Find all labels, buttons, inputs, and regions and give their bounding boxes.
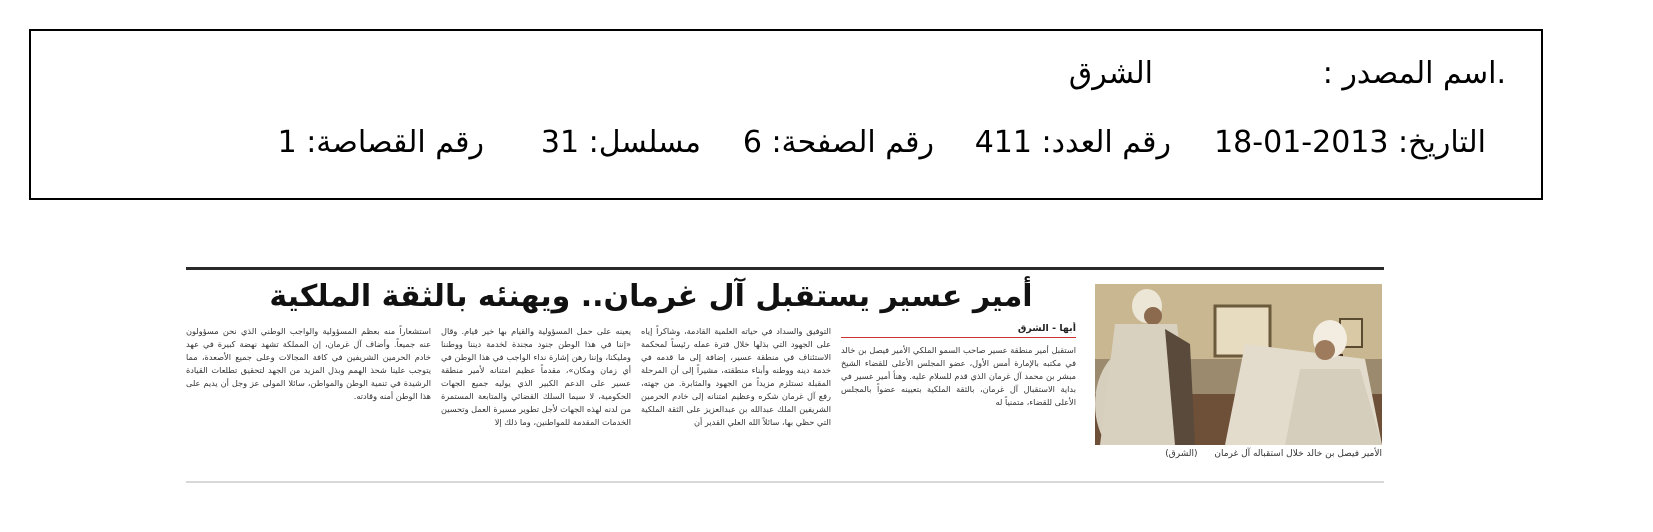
column-text: يعينه على حمل المسؤولية والقيام بها خير قيام. وقال «إننا في هذا الوطن جنود مجندة لخدمة ديننا ووطننا ومليكنا، وإننا رهن إشارة نداء الواجب في هذا الوطن في أي زمان ومكان»، مقدماً عظيم امتنانه لأمير منطقة عسير على الدعم الكبير الذي يوليه جميع الجهات الحكومية، لا سيما السلك القضائي والمتابعة المستمرة من لدنه لهذه الجهات لأجل تطوير مسيرة العمل وتحسين الخدمات المقدمة للمواطنين، وما ذلك إلا	[441, 326, 631, 427]
article-byline: أبها - الشرق	[841, 322, 1076, 338]
caption-text: الأمير فيصل بن خالد خلال استقباله آل غرمان	[1214, 449, 1382, 459]
article-column-2	[641, 325, 831, 475]
clip-number-label: رقم القصاصة: 1	[277, 125, 484, 160]
article-photo	[1095, 284, 1382, 445]
column-text: استشعاراً منه بعظم المسؤولية والواجب الوطني الذي نحن مسؤولون عنه جميعاً. وأضاف آل غرمان، إن المملكة تشهد نهضة كبيرة في عهد خادم الحرمين الشريفين في كافة المجالات وعلى جميع الأصعدة، مما يتوجب علينا شحذ الهمم وبذل المزيد من الجهد لتحقيق تطلعات القيادة الرشيدة في تنمية الوطن والمواطن، سائلا المولى عز وجل أن يديم على هذا الوطن أمنه وقادته.	[186, 326, 431, 401]
column-text: استقبل أمير منطقة عسير صاحب السمو الملكي الأمير فيصل بن خالد في مكتبه بالإمارة أمس الأول، عضو المجلس الأعلى للقضاء الشيخ مبشر بن محمد آل غرمان الذي قدم للسلام عليه. وهنأ أمير عسير في بداية الاستقبال آل غرمان، بالثقة الملكية بتعيينه عضواً بالمجلس الأعلى للقضاء، متمنياً له	[841, 345, 1076, 407]
photo-caption	[1095, 449, 1382, 459]
newspaper-clipping	[186, 267, 1384, 487]
article-column-3	[441, 325, 631, 475]
issue-number-label: رقم العدد: 411	[974, 125, 1171, 160]
metadata-box	[29, 29, 1543, 200]
article-headline: أمير عسير يستقبل آل غرمان.. ويهنئه بالثقة الملكية	[269, 279, 1033, 314]
page-number-label: رقم الصفحة: 6	[742, 125, 934, 160]
bottom-rule	[186, 481, 1384, 483]
caption-credit: (الشرق)	[1165, 449, 1198, 459]
article-column-1	[841, 322, 1076, 472]
top-rule	[186, 267, 1384, 270]
source-value: الشرق	[1068, 56, 1153, 91]
source-label: .اسم المصدر :	[1322, 56, 1506, 91]
column-text: التوفيق والسداد في حياته العلمية القادمة، وشاكراً إياه على الجهود التي بذلها خلال فترة عمله رئيساً لمحكمة الاستئناف في منطقة عسير، إضافة إلى ما قدمه في خدمة دينه ووطنه وأبناء منطقته، مشيراً إلى أن المرحلة المقبلة تستلزم مزيداً من الجهود والمثابرة. من جهته، رفع آل غرمان شكره وعظيم امتنانه إلى خادم الحرمين الشريفين الملك عبدالله بن عبدالعزيز على الثقة الملكية التي حظي بها، سائلاً الله العلي القدير أن	[641, 326, 831, 427]
serial-number-label: مسلسل: 31	[540, 125, 701, 160]
date-label: التاريخ: 2013-01-18	[1214, 125, 1486, 160]
article-column-4	[186, 325, 431, 475]
